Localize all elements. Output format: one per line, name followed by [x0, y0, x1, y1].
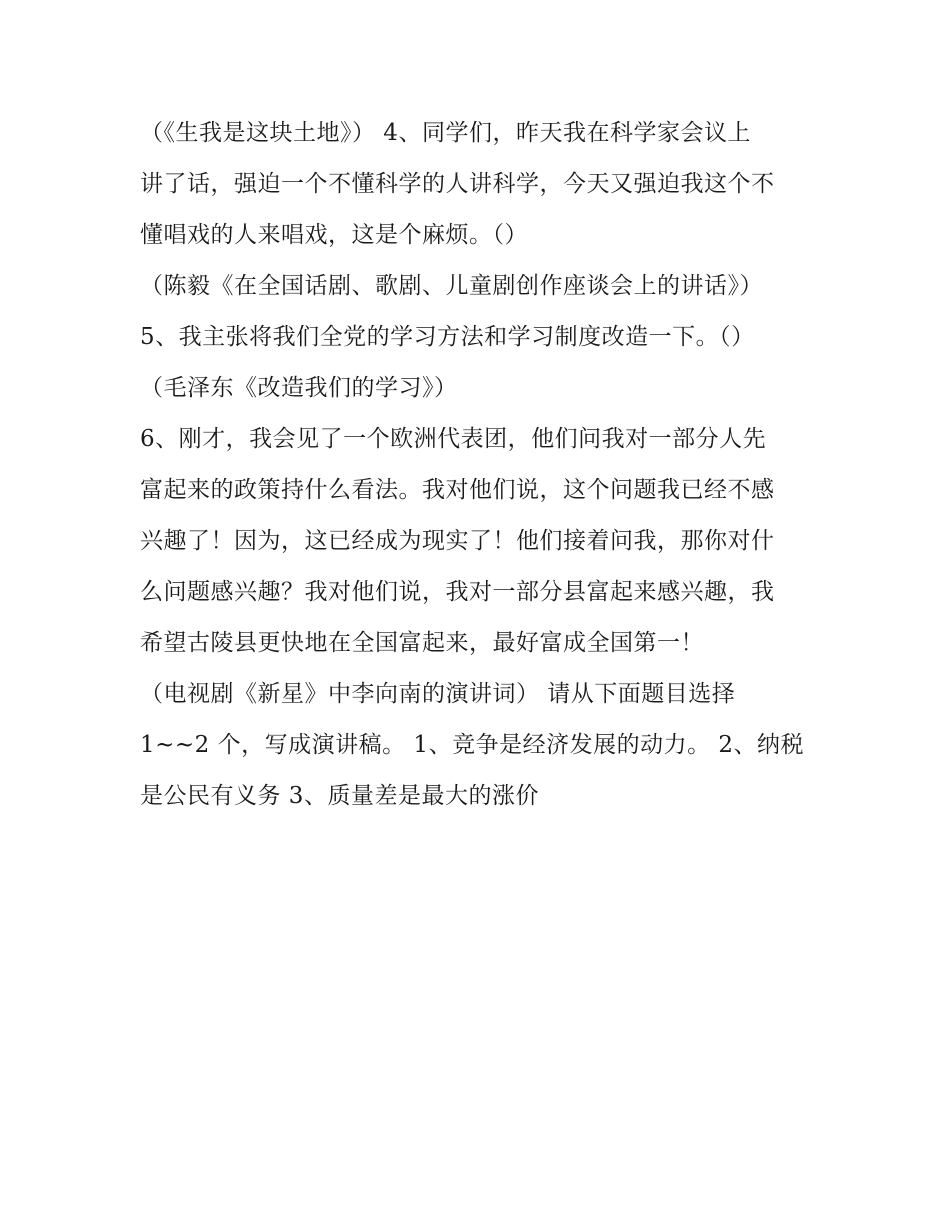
text-line: 希望古陵县更快地在全国富起来，最好富成全国第一！ [140, 630, 704, 656]
text-line: 懂唱戏的人来唱戏，这是个麻烦。（） [140, 222, 528, 248]
text-line: 1~~2 个，写成演讲稿。 1、竞争是经济发展的动力。 2、纳税 [140, 732, 805, 758]
document-body [140, 108, 820, 822]
text-line: 是公民有义务 3、质量差是最大的涨价 [140, 783, 539, 809]
text-line: （毛泽东《改造我们的学习》） [140, 375, 458, 401]
text-line: （陈毅《在全国话剧、歌剧、儿童剧创作座谈会上的讲话》） [140, 273, 763, 299]
text-line: 6、刚才，我会见了一个欧洲代表团，他们问我对一部分人先 [140, 426, 767, 452]
text-line: 讲了话，强迫一个不懂科学的人讲科学，今天又强迫我这个不 [140, 171, 775, 197]
text-line: （电视剧《新星》中李向南的演讲词） 请从下面题目选择 [140, 681, 736, 707]
text-line: 兴趣了！因为，这已经成为现实了！他们接着问我，那你对什 [140, 528, 775, 554]
text-line: 富起来的政策持什么看法。我对他们说，这个问题我已经不感 [140, 477, 775, 503]
text-line: 5、我主张将我们全党的学习方法和学习制度改造一下。（） [140, 324, 755, 350]
text-line: 么问题感兴趣？我对他们说，我对一部分县富起来感兴趣，我 [140, 579, 775, 605]
text-line: （《生我是这块土地》） 4、同学们，昨天我在科学家会议上 [140, 120, 751, 146]
